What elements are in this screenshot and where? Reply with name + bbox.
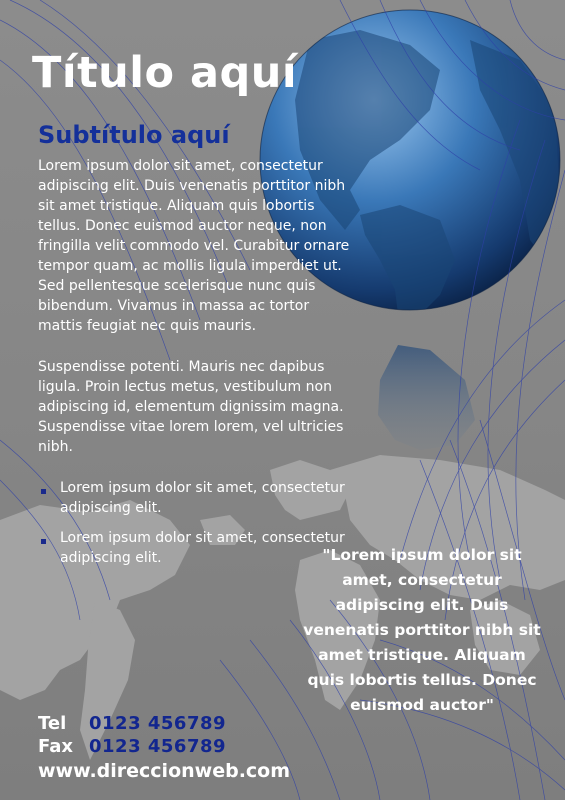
paragraph: Suspendisse potenti. Mauris nec dapibus ligula. Proin lectus metus, vestibulum non adipiscing id, elementum dignissim magna. Suspendisse vitae lorem lorem, vel ultricies nibh. xyxy=(38,359,344,455)
page-subtitle: Subtítulo aquí xyxy=(38,121,230,149)
tel-label: Tel xyxy=(38,713,67,734)
page-title: Título aquí xyxy=(32,48,298,98)
bullet-text: Lorem ipsum dolor sit amet, consectetur adipiscing elit. xyxy=(60,530,345,566)
fax-row xyxy=(38,735,290,758)
fax-label: Fax xyxy=(38,736,73,757)
pull-quote: "Lorem ipsum dolor sit amet, consectetur adipiscing elit. Duis venenatis porttitor nibh sit amet tristique. Aliquam quis lobortis tellus. Donec euismod auctor" xyxy=(303,546,541,714)
bullet-square-icon xyxy=(41,489,46,494)
contact-block xyxy=(38,712,290,783)
fax-number: 0123 456789 xyxy=(89,736,227,757)
website-url: www.direccionweb.com xyxy=(38,760,291,782)
bullet-item xyxy=(38,478,353,518)
globe-reflection xyxy=(378,345,475,450)
tel-row xyxy=(38,712,290,735)
paragraph: Lorem ipsum dolor sit amet, consectetur adipiscing elit. Duis venenatis porttitor nibh sit amet tristique. Aliquam quis lobortis tellus. Donec euismod auctor neque, non fringilla velit commodo vel. Curabitur ornare tempor quam, ac mollis ligula imperdiet ut. Sed pellentesque scelerisque nunc quis bibendum. Vivamus in massa ac tortor mattis feugiat nec quis mauris. xyxy=(38,158,350,334)
tel-number: 0123 456789 xyxy=(89,713,227,734)
bullet-square-icon xyxy=(41,539,46,544)
bullet-text: Lorem ipsum dolor sit amet, consectetur adipiscing elit. xyxy=(60,480,345,516)
body-text xyxy=(38,156,353,578)
